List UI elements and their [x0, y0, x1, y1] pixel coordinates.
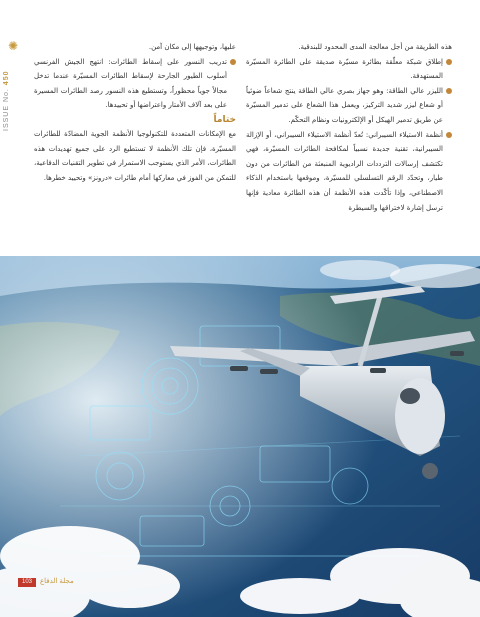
side-strip — [0, 0, 26, 260]
left-text-column — [34, 40, 236, 185]
issue-label — [3, 66, 23, 136]
bullet-high-energy-laser: الليزر عالي الطاقة: وهو جهاز بصري عالي الطاقة ينتج شعاعاً ضوئياً أو شعاع ليزر شديد التركيز، ويعمل هذا الشعاع على تدمير المسيّرة عن طريق تدمير الهيكل أو الإلكترونيات ونظام التحكّم. — [246, 84, 452, 128]
right-text-column — [246, 40, 452, 215]
magazine-name: مجلة الدفاع — [40, 578, 74, 585]
left-lead: عليها، وتوجيهها إلى مكان آمن. — [148, 43, 236, 51]
bullet-eagle-training: تدريب النسور على إسقاط الطائرات: انتهج الجيش الفرنسي أسلوب الطيور الجارحة لإسقاط الطائرات المسيّرة عندما تدخل مجالاً جوياً محظوراً، وتستطيع هذه النسور رصد الطائرات المسيرة على بعد آلاف الأمتار واعتراضها أو تحييدها. — [34, 55, 236, 113]
issue-number: 450 — [3, 70, 10, 86]
magazine-emblem-icon: ✺ — [7, 39, 19, 53]
right-intro: هذه الطريقة من أجل معالجة المدى المحدود للبندقية. — [298, 43, 452, 51]
drone-illustration — [0, 256, 480, 617]
bullet-net-capture: إطلاق شبكة معلّقة بطائرة مسيّرة صديقة على الطائرة المسيّرة المستهدفة. — [246, 55, 452, 84]
page-number-badge: 103 — [18, 578, 36, 587]
section-heading: ختاماً — [213, 114, 236, 125]
closing-paragraph: مع الإمكانات المتعددة للتكنولوجيا الأنظمة الجوية المضادّة للطائرات المسيّرة، فإن تلك الأنظمة لا تستطيع الرد على جميع تهديدات هذه الطائرات، الأمر الذي يستوجب الاستمرار في تطوير التقنيات الدفاعية، للتمكن من الفوز في معاركها أمام طائرات «درونز» وتحييد خطرها. — [34, 129, 236, 182]
issue-label-text: ISSUE No. — [3, 88, 10, 132]
bullet-cyber-takeover: أنظمة الاستيلاء السيبراني: تُعدّ أنظمة الاستيلاء السيبراني، أو الإزالة السيبرانية، تقنية جديدة نسبياً لمكافحة الطائرات المسيّرة، فهي تكتشف إرسالات الترددات الراديوية المنبعثة من الطائرات من دون طيار، وتحدّد الرقم التسلسلي للمسيّرة، وموقعها باستخدام الذكاء الاصطناعي، وإذا تأكّدت هذه الأنظمة أن هذه الطائرة معادية فإنها ترسل إشارة لاختراقها والسيطرة — [246, 128, 452, 216]
drone-scene-svg — [0, 256, 480, 617]
